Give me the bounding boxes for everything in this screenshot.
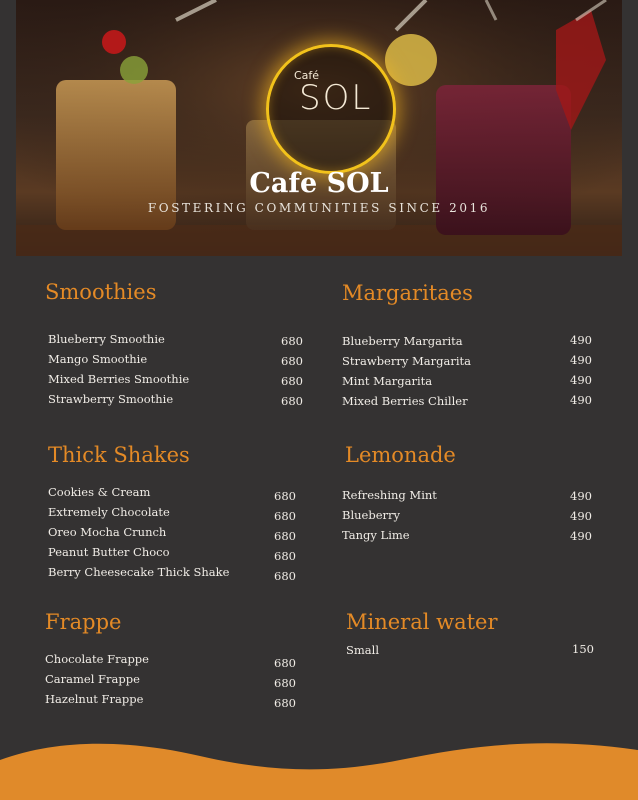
menu-item-price: 680: [274, 676, 296, 690]
cafe-tagline: FOSTERING COMMUNITIES SINCE 2016: [147, 201, 491, 215]
menu-item-price: 680: [274, 509, 296, 523]
menu-item-price: 680: [274, 529, 296, 543]
menu-item-name: Strawberry Margarita: [342, 354, 472, 368]
section-title-mineral-water: Mineral water: [346, 610, 498, 634]
menu-item-price: 490: [570, 509, 592, 523]
section-title-lemonade: Lemonade: [345, 443, 456, 467]
cafe-title: Cafe SOL: [249, 168, 389, 199]
section-title-smoothies: Smoothies: [45, 280, 157, 304]
menu-item-name: Tangy Lime: [342, 528, 410, 542]
menu-item-name: Chocolate Frappe: [45, 652, 149, 666]
logo-small-text: Café: [294, 69, 320, 82]
menu-item-price: 680: [274, 489, 296, 503]
menu-item-price: 680: [274, 549, 296, 563]
menu-item-name: Extremely Chocolate: [48, 505, 170, 519]
menu-item-price: 680: [281, 374, 303, 388]
menu-item-name: Mint Margarita: [342, 374, 433, 388]
menu-item-name: Mixed Berries Smoothie: [48, 372, 190, 386]
section-title-frappe: Frappe: [45, 610, 122, 634]
menu-item-name: Cookies & Cream: [48, 485, 151, 499]
menu-item-name: Mango Smoothie: [48, 352, 148, 366]
menu-item-name: Blueberry: [342, 508, 400, 522]
menu-item-price: 490: [570, 353, 592, 367]
logo-text: SOL: [299, 78, 373, 118]
menu-item-name: Strawberry Smoothie: [48, 392, 174, 406]
menu-item-name: Blueberry Margarita: [342, 334, 463, 348]
menu-item-price: 680: [281, 394, 303, 408]
menu-item-name: Oreo Mocha Crunch: [48, 525, 167, 539]
menu-item-price: 490: [570, 393, 592, 407]
menu-item-name: Peanut Butter Choco: [48, 545, 170, 559]
menu-item-name: Mixed Berries Chiller: [342, 394, 468, 408]
menu-item-name: Hazelnut Frappe: [45, 692, 144, 706]
menu-item-name: Blueberry Smoothie: [48, 332, 165, 346]
menu-item-price: 490: [570, 529, 592, 543]
menu-item-price: 150: [572, 642, 594, 656]
bottom-wave-decoration: [0, 730, 638, 800]
menu-item-price: 680: [274, 569, 296, 583]
section-title-margaritaes: Margaritaes: [342, 281, 473, 305]
menu-item-name: Refreshing Mint: [342, 488, 437, 502]
menu-item-price: 680: [281, 354, 303, 368]
menu-item-price: 680: [274, 656, 296, 670]
menu-item-price: 490: [570, 489, 592, 503]
menu-item-price: 680: [274, 696, 296, 710]
menu-item-price: 490: [570, 333, 592, 347]
menu-item-name: Berry Cheesecake Thick Shake: [48, 565, 230, 579]
menu-item-price: 490: [570, 373, 592, 387]
header-banner: [16, 0, 622, 256]
menu-item-name: Caramel Frappe: [45, 672, 140, 686]
menu-item-name: Small: [346, 643, 379, 657]
menu-item-price: 680: [281, 334, 303, 348]
section-title-thick-shakes: Thick Shakes: [48, 443, 190, 467]
